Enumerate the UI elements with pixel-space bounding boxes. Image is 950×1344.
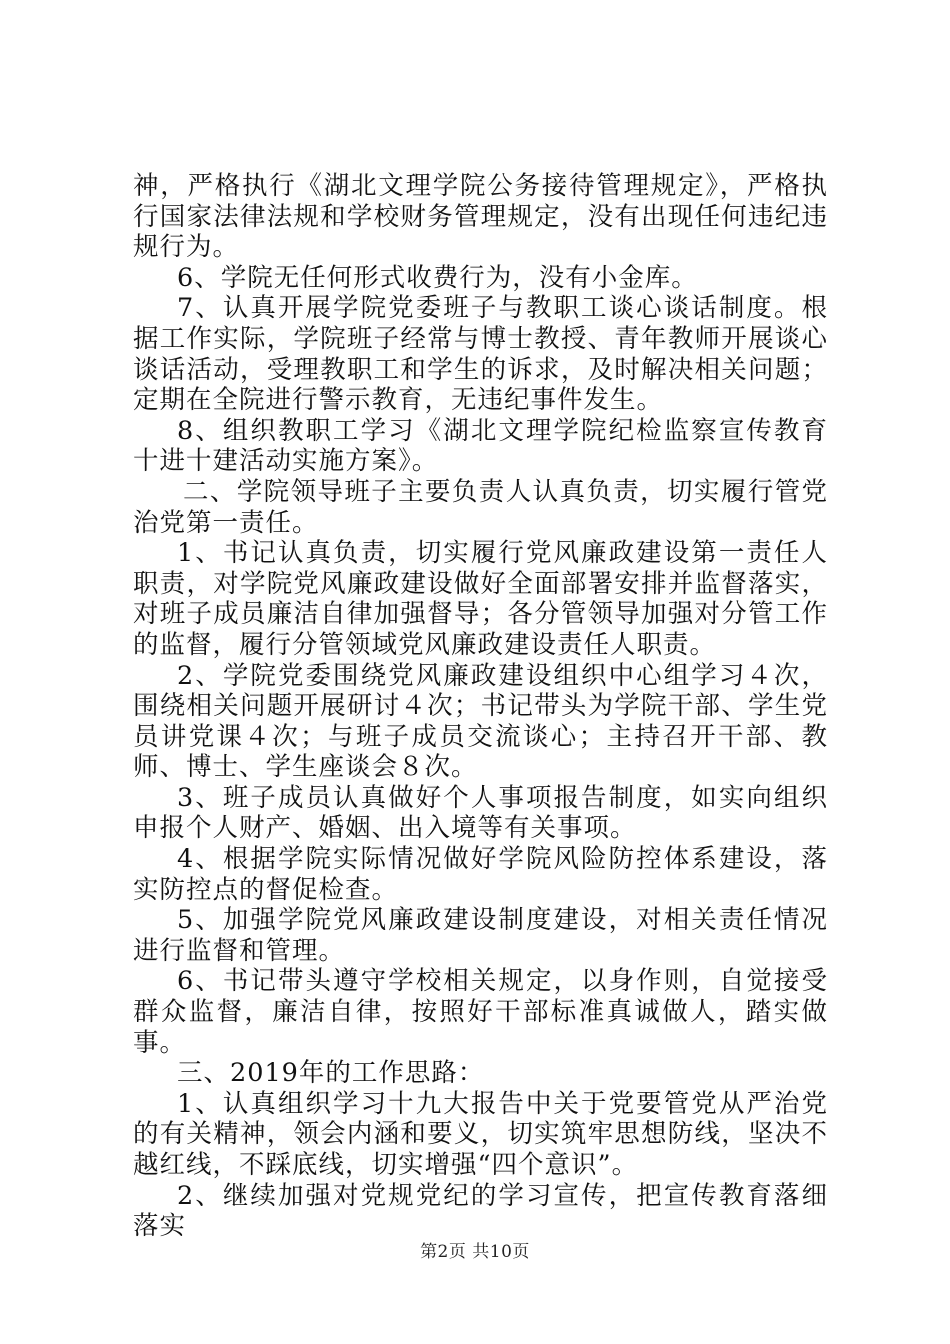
paragraph-section3-item-1: 1、认真组织学习十九大报告中关于党要管党从严治党的有关精神，领会内涵和要义，切实筑牢思想防线，坚决不越红线，不踩底线，切实增强“四个意识”。 (133, 1088, 828, 1180)
paragraph-section2-item-6: 6、书记带头遵守学校相关规定，以身作则，自觉接受群众监督，廉洁自律，按照好干部标准真诚做人，踏实做事。 (133, 966, 828, 1058)
paragraph-section3-item-2: 2、继续加强对党规党纪的学习宣传，把宣传教育落细落实 (133, 1180, 828, 1242)
paragraph-item-6-no-fees: 6、学院无任何形式收费行为，没有小金库。 (177, 262, 698, 293)
section-heading-3: 三、2019年的工作思路： (177, 1058, 485, 1089)
paragraph-section2-item-4: 4、根据学院实际情况做好学院风险防控体系建设，落实防控点的督促检查。 (133, 844, 828, 905)
paragraph-item-7-talks: 7、认真开展学院党委班子与教职工谈心谈话制度。根据工作实际，学院班子经常与博士教授、青年教师开展谈心谈话活动，受理教职工和学生的诉求，及时解决相关问题；定期在全院进行警示教育，无违纪事件发生。 (133, 293, 828, 416)
paragraph-continuation: 神，严格执行《湖北文理学院公务接待管理规定》，严格执行国家法律法规和学校财务管理规定，没有出现任何违纪违规行为。 (133, 171, 828, 263)
section-heading-2: 二、学院领导班子主要负责人认真负责，切实履行管党治党第一责任。 (133, 476, 828, 538)
paragraph-section2-item-3: 3、班子成员认真做好个人事项报告制度，如实向组织申报个人财产、婚姻、出入境等有关事项。 (133, 782, 828, 844)
paragraph-section2-item-2: 2、学院党委围绕党风廉政建设组织中心组学习４次，围绕相关问题开展研讨４次；书记带头为学院干部、学生党员讲党课４次；与班子成员交流谈心；主持召开干部、教师、博士、学生座谈会８次。 (133, 660, 828, 783)
paragraph-section2-item-1: 1、书记认真负责，切实履行党风廉政建设第一责任人职责，对学院党风廉政建设做好全面部署安排并监督落实，对班子成员廉洁自律加强督导；各分管领导加强对分管工作的监督，履行分管领域党风廉政建设责任人职责。 (133, 538, 828, 660)
paragraph-section2-item-5: 5、加强学院党风廉政建设制度建设，对相关责任情况进行监督和管理。 (133, 905, 828, 966)
paragraph-item-8-study: 8、组织教职工学习《湖北文理学院纪检监察宣传教育十进十建活动实施方案》。 (133, 415, 828, 477)
document-body (133, 171, 828, 1242)
page-number-footer: 第2页 共10页 (420, 1242, 530, 1262)
